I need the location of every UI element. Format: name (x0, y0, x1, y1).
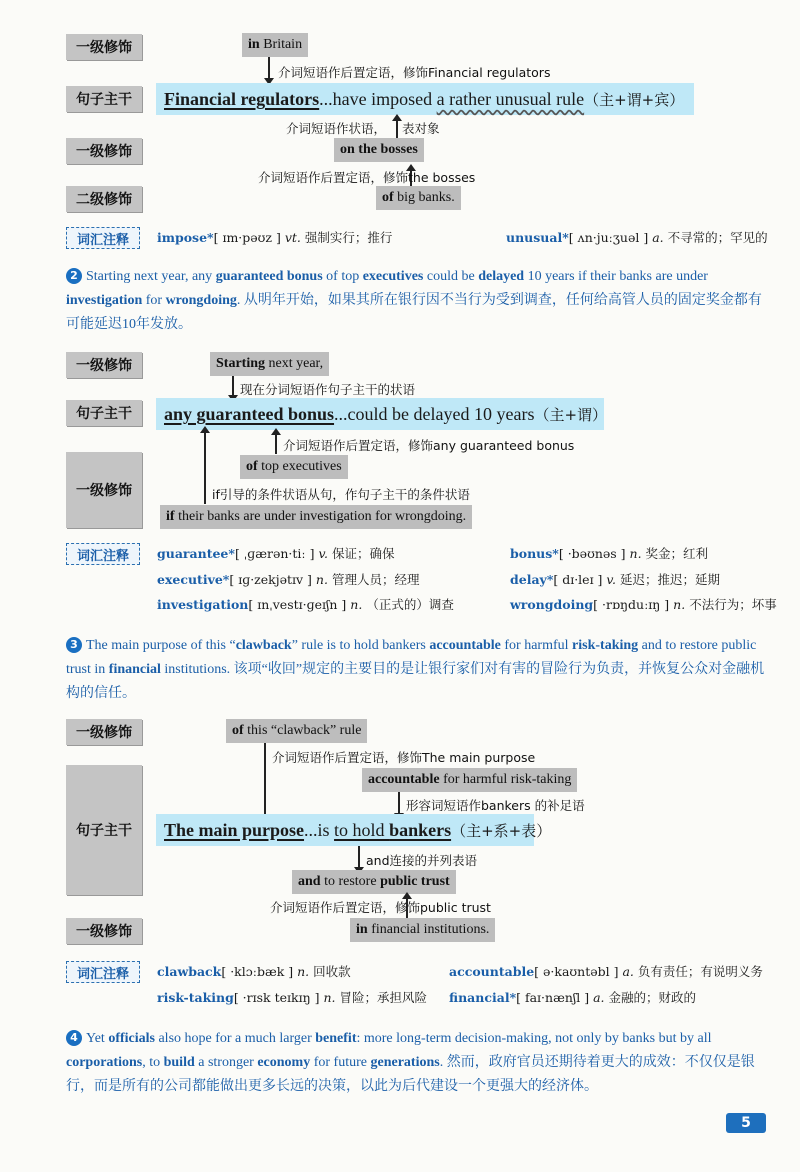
arrow-up (275, 434, 277, 454)
label-level1: 一级修饰 (66, 452, 142, 528)
label-trunk: 句子主干 (66, 86, 142, 112)
paragraph-3: 3 The main purpose of this “clawback” rule is to hold bankers accountable for harmful risk-taking and to restore public trust in financial institutions. 该项“收回”规定的主要目的是让银行家们对有害的冒险行为负责，并恢复公众对金融机构的信任。 (66, 638, 765, 701)
modifier-starting: Starting next year, (210, 352, 329, 376)
sentence-trunk: Financial regulators...have imposed a rather unusual rule（主+谓+宾） (156, 83, 694, 115)
modifier-of-big-banks: of big banks. (376, 186, 461, 210)
vocab-entry: delay*[ dɪ·leɪ ] v. 延迟；推迟；延期 (510, 572, 720, 587)
vocab-entry: investigation[ ɪnˌvestɪ·ɡeɪʃn ] n. （正式的）调查 (157, 597, 454, 612)
label-level1: 一级修饰 (66, 138, 142, 164)
modifier-of-this-clawback: of this “clawback” rule (226, 719, 367, 743)
arrow-down (264, 743, 266, 815)
label-level1: 一级修饰 (66, 352, 142, 378)
label-level1: 一级修饰 (66, 918, 142, 944)
label-level2: 二级修饰 (66, 186, 142, 212)
sentence-trunk: any guaranteed bonus...could be delayed 10 years（主+谓） (156, 398, 604, 430)
modifier-and-restore: and to restore public trust (292, 870, 456, 894)
label-level1: 一级修饰 (66, 719, 142, 745)
note: and连接的并列表语 (366, 853, 478, 868)
vocab-entry: bonus*[ ·bəʊnəs ] n. 奖金；红利 (510, 546, 709, 561)
vocab-entry: clawback[ ·klɔːbæk ] n. 回收款 (157, 964, 351, 979)
modifier-on-bosses: on the bosses (334, 138, 424, 162)
sentence-trunk: The main purpose...is to hold bankers（主+系+表） (156, 814, 534, 846)
label-trunk: 句子主干 (66, 400, 142, 426)
vocab-entry: executive*[ ɪɡ·zekjətɪv ] n. 管理人员；经理 (157, 572, 420, 587)
note: 介词短语作状语， 表对象 (286, 121, 440, 136)
modifier-in-financial-institutions: in financial institutions. (350, 918, 495, 942)
label-level1: 一级修饰 (66, 34, 142, 60)
vocab-entry: risk-taking[ ·rɪsk teɪkɪŋ ] n. 冒险；承担风险 (157, 990, 427, 1005)
vocab-label: 词汇注释 (66, 227, 140, 249)
arrow-down (358, 846, 360, 868)
arrow-down (398, 792, 400, 814)
paragraph-2: 2 Starting next year, any guaranteed bonus of top executives could be delayed 10 years if their banks are under investigation for wrongdoing. 从明年开始，如果其所在银行因不当行为受到调查，任何给高管人员的固定奖金都有可能延迟10年发放。 (66, 269, 762, 332)
vocab-entry: guarantee*[ ˌɡærən·tiː ] v. 保证；确保 (157, 546, 395, 561)
note: if引导的条件状语从句，作句子主干的条件状语 (212, 487, 470, 502)
vocab-label: 词汇注释 (66, 961, 140, 983)
paragraph-4: 4 Yet officials also hope for a much larger benefit: more long-term decision-making, not only by banks but by all corporations, to build a stronger economy for future generations. 然而，政府官员还期待着更大的成效：不仅仅是银行，而是所有的公司都能做出更多长远的决策，以此为后代建设一个更强大的经济体。 (66, 1031, 755, 1094)
arrow-down (232, 376, 234, 396)
note: 介词短语作后置定语，修饰any guaranteed bonus (283, 438, 575, 453)
note: 介词短语作后置定语，修饰The main purpose (272, 750, 536, 765)
label-trunk: 句子主干 (66, 765, 142, 895)
note: 介词短语作后置定语，修饰Financial regulators (278, 65, 551, 80)
arrow-up (204, 432, 206, 504)
note: 现在分词短语作句子主干的状语 (240, 382, 416, 397)
note: 介词短语作后置定语，修饰public trust (270, 900, 491, 915)
arrow-down (268, 57, 270, 79)
vocab-entry: unusual*[ ʌn·juːʒuəl ] a. 不寻常的；罕见的 (506, 230, 768, 245)
note: 形容词短语作bankers 的补足语 (406, 798, 585, 813)
note: 介词短语作后置定语，修饰the bosses (258, 170, 476, 185)
vocab-entry: financial*[ faɪ·nænʃl ] a. 金融的；财政的 (449, 990, 697, 1005)
modifier-accountable: accountable for harmful risk-taking (362, 768, 577, 792)
vocab-entry: wrongdoing[ ·rɒŋduːɪŋ ] n. 不法行为；坏事 (510, 597, 777, 612)
modifier-if-clause: if their banks are under investigation for wrongdoing. (160, 505, 472, 529)
modifier-in-britain: in Britain (242, 33, 308, 57)
vocab-entry: accountable[ ə·kaʊntəbl ] a. 负有责任；有说明义务 (449, 964, 763, 979)
modifier-of-top-executives: of top executives (240, 455, 348, 479)
vocab-label: 词汇注释 (66, 543, 140, 565)
page-number: 5 (726, 1113, 766, 1133)
vocab-entry: impose*[ ɪm·pəʊz ] vt. 强制实行；推行 (157, 230, 393, 245)
